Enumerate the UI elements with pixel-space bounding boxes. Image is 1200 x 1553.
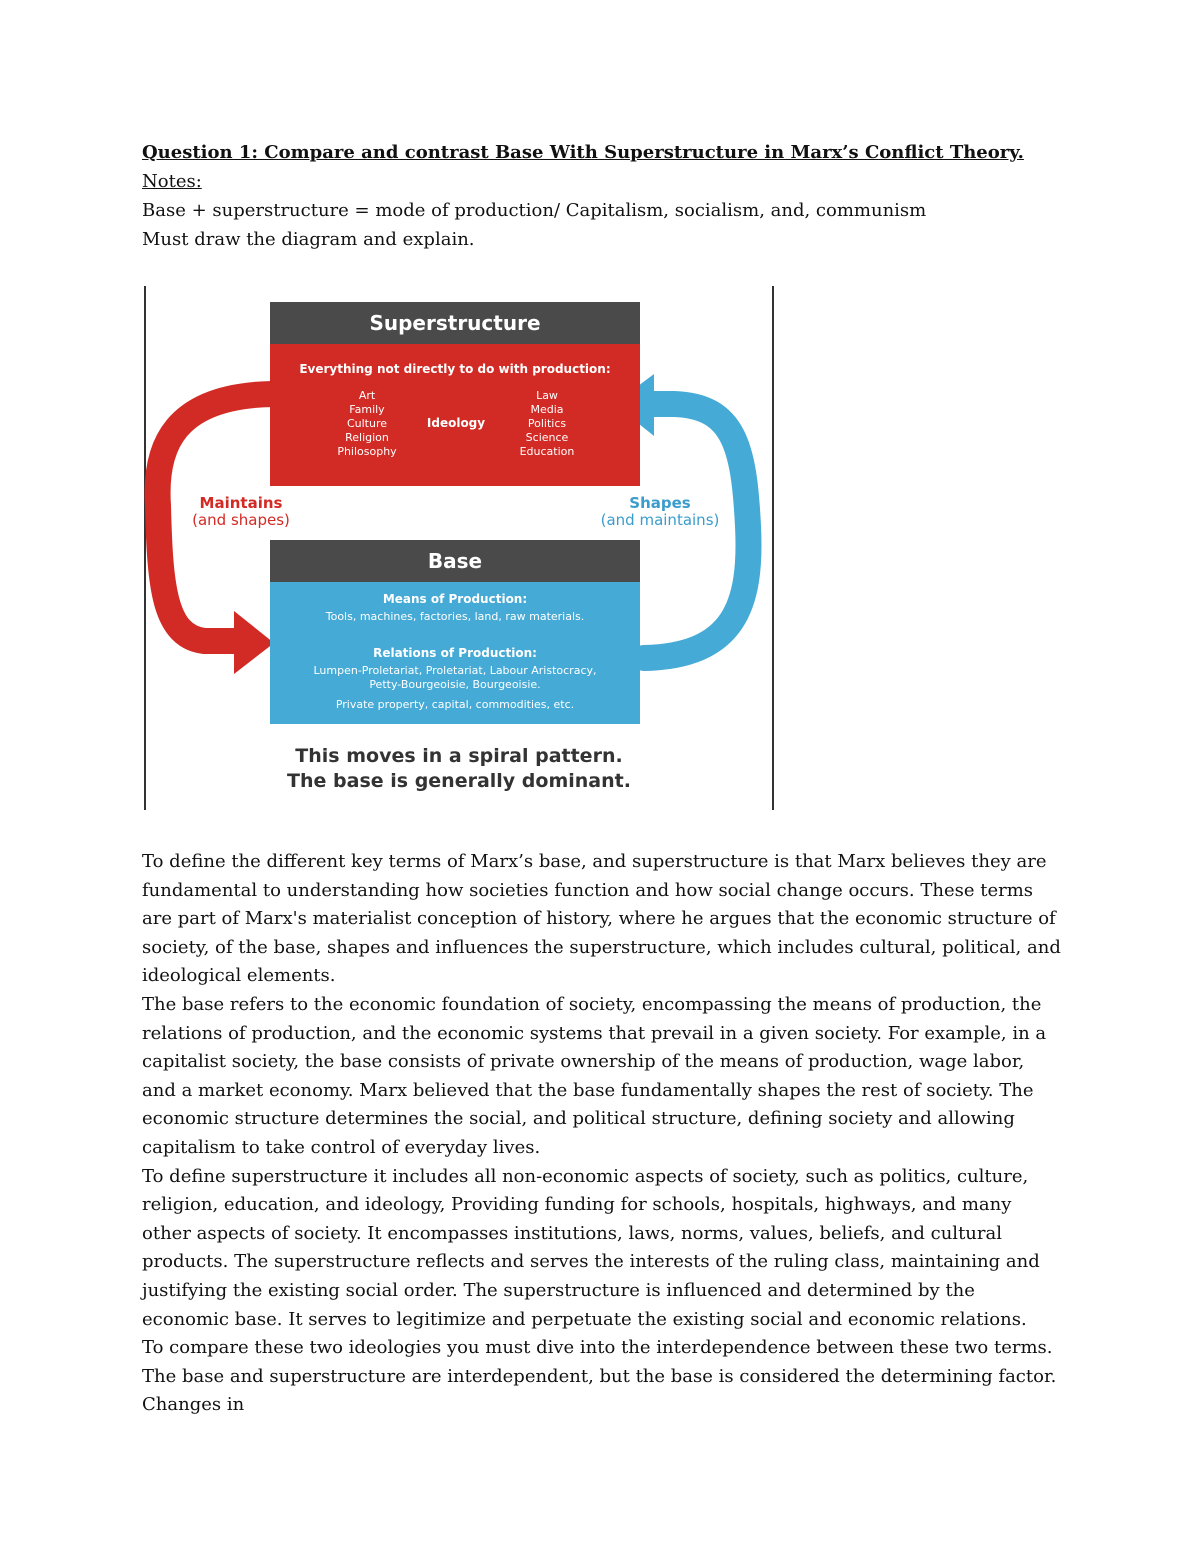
base-box <box>270 540 640 724</box>
paragraph-3: To define superstructure it includes all non-economic aspects of society, such as politics, culture, religion, education, and ideology, Providing funding for schools, hospitals, highways, and many other aspects of society. It encompasses institutions, laws, norms, values, beliefs, and cultural products. The superstructure reflects and serves the interests of the ruling class, maintaining and justifying the existing social order. The superstructure is influenced and determined by the economic base. It serves to legitimize and perpetuate the existing social and economic relations. <box>142 1165 1040 1330</box>
caption-line-1: This moves in a spiral pattern. <box>295 745 623 767</box>
means-heading: Means of Production: <box>382 592 528 606</box>
superstructure-right-items: Law Media Politics Science Education <box>519 389 575 458</box>
base-superstructure-diagram <box>144 286 774 810</box>
maintains-text: Maintains <box>199 494 283 512</box>
maintains-label <box>174 495 308 529</box>
relations-text: Lumpen-Proletariat, Proletariat, Labour Aristocracy, Petty-Bourgeoisie, Bourgeoisie. <box>313 664 597 691</box>
body-text <box>142 848 1062 1420</box>
paragraph-2: The base refers to the economic foundation of society, encompassing the means of production, the relations of production, and the economic systems that prevail in a given society. For example, in a capitalist society, the base consists of private ownership of the means of production, wage labor, and a market economy. Marx believed that the base fundamentally shapes the rest of society. The economic structure determines the social, and political structure, defining society and allowing capitalism to take control of everyday lives. <box>142 993 1047 1158</box>
diagram-caption <box>144 744 774 794</box>
shapes-arrow <box>644 404 749 658</box>
notes-label <box>142 171 202 192</box>
superstructure-box <box>270 302 640 486</box>
shapes-label <box>588 495 732 529</box>
property-text: Private property, capital, commodities, etc. <box>335 698 575 711</box>
question-title: Question 1: Compare and contrast Base With Superstructure in Marx’s Conflict Theory. <box>142 142 1024 163</box>
ideology-label: Ideology <box>426 416 486 430</box>
base-title: Base <box>270 540 640 582</box>
paragraph-4: To compare these two ideologies you must dive into the interdependence between these two terms. The base and superstructure are interdependent, but the base is considered the determining factor. Changes in <box>142 1337 1057 1416</box>
shapes-text: Shapes <box>629 494 691 512</box>
shapes-sub: (and maintains) <box>600 511 720 529</box>
superstructure-left-items: Art Family Culture Religion Philosophy <box>337 389 397 458</box>
superstructure-subtitle: Everything not directly to do with production: <box>299 362 611 376</box>
means-text: Tools, machines, factories, land, raw materials. <box>325 610 585 623</box>
maintains-sub: (and shapes) <box>192 511 290 529</box>
paragraph-1: To define the different key terms of Marx’s base, and superstructure is that Marx believes they are fundamental to understanding how societies function and how social change occurs. These terms are part of Marx's materialist conception of history, where he argues that the economic structure of society, of the base, shapes and influences the superstructure, which includes cultural, political, and ideological elements. <box>142 851 1061 987</box>
notes-line-1: Base + superstructure = mode of production/ Capitalism, socialism, and, communism <box>142 200 927 221</box>
notes-label-text: Notes: <box>142 171 202 192</box>
maintains-arrowhead <box>234 611 274 674</box>
relations-heading: Relations of Production: <box>373 646 537 660</box>
superstructure-title: Superstructure <box>270 302 640 344</box>
caption-line-2: The base is generally dominant. <box>287 770 631 792</box>
notes-line-2: Must draw the diagram and explain. <box>142 229 475 250</box>
superstructure-body <box>270 344 640 486</box>
base-body <box>270 582 640 724</box>
